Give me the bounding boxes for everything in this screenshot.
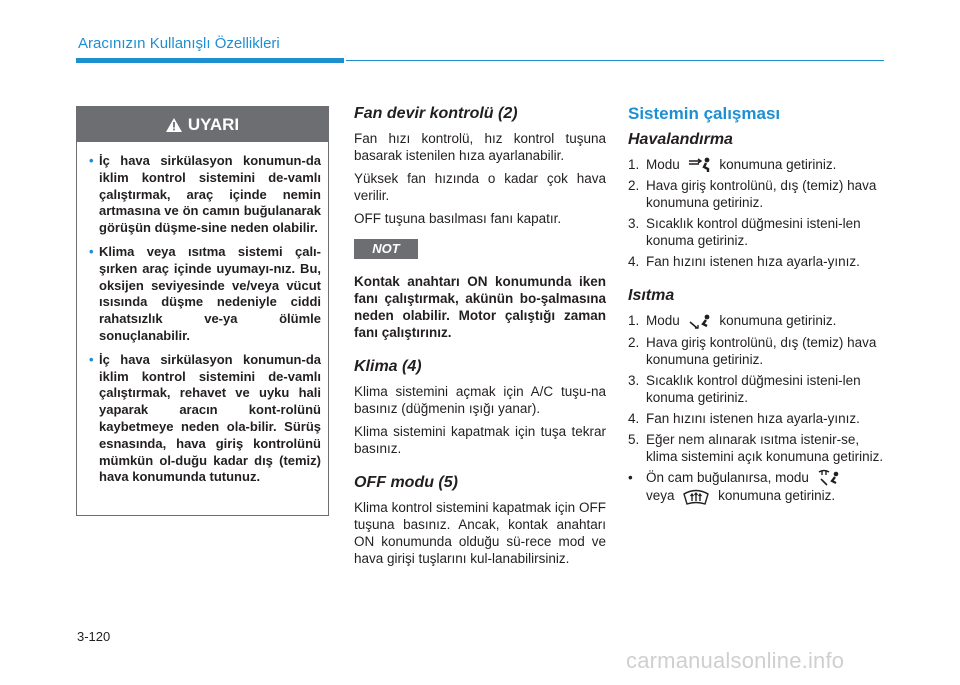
list-item: 3. Sıcaklık kontrol düğmesini isteni-len konuma getiriniz. [628,216,861,249]
warning-item: • İç hava sirkülasyon konumun-da iklim kontrol sistemini de-vamlı çalıştırmak, araç içinde nemin artmasına ve ön camın buğulanarak görüşün düşme-sine neden olabilir. [89,153,321,236]
ventilation-heading: Havalandırma [628,131,733,148]
header-rule-thin [346,60,884,61]
warning-title: UYARI [187,114,240,134]
klima-heading: Klima (4) [354,358,422,375]
warning-box [76,106,329,516]
warning-item: • Klima veya ısıtma sistemi çalı-şırken araç içinde uyumayı-nız. Bu, oksijen seviyesinde ve/veya vücut ısısında düşme nedeniyle ciddi rahatsızlık ve-ya ölümle sonuçlanabilir. [89,243,321,343]
page-number: 3-120 [77,629,111,644]
header-rule-thick [76,58,344,63]
fan-note: Kontak anahtarı ON konumunda iken fanı çalıştırmak, akünün bo-şalmasına neden olabilir. Motor çalıştığı zaman fanı çalıştırınız. [354,274,606,340]
list-item: 4. Fan hızını istenen hıza ayarla-yınız. [628,254,860,270]
defrost-mode-icon [681,488,711,506]
klima-paragraph: Klima sistemini açmak için A/C tuşu-na basınız (düğmenin ışığı yanar). [354,384,606,416]
off-paragraph: Klima kontrol sistemini kapatmak için OFF tuşuna basınız. Ancak, kontak anahtarı ON konumunda olduğu sü-rece mod ve hava girişi tuşlarını kul-lanabilirsiniz. [354,500,606,566]
floor-defrost-mode-icon [816,469,842,487]
floor-mode-icon [687,314,713,330]
list-item: 2. Hava giriş kontrolünü, dış (temiz) hava konumuna getiriniz. [628,178,877,211]
middle-column [354,104,606,573]
off-heading: OFF modu (5) [354,474,458,491]
list-item: 1. Modu konumuna getiriniz. [628,157,837,172]
klima-paragraph: Klima sistemini kapatmak için tuşa tekrar basınız. [354,424,606,456]
system-heading: Sistemin çalışması [628,104,781,123]
fan-paragraph: OFF tuşuna basılması fanı kapatır. [354,211,562,226]
fan-paragraph: Fan hızı kontrolü, hız kontrol tuşuna basarak istenilen hıza ayarlanabilir. [354,131,606,163]
warning-triangle-icon [166,118,182,132]
watermark: carmanualsonline.info [626,648,845,673]
list-item: 5. Eğer nem alınarak ısıtma istenir-se, klima sistemini açık konumuna getiriniz. [628,431,884,464]
heating-steps [628,312,885,505]
warning-list [77,142,328,486]
warning-header [77,107,328,142]
list-item: 2. Hava giriş kontrolünü, dış (temiz) hava konumuna getiriniz. [628,334,877,367]
list-item: 1. Modu konumuna getiriniz. [628,313,837,329]
warning-item: • İç hava sirkülasyon konumun-da iklim kontrol sistemini de-vamlı çalıştırmak, rehavet ve uyku hali yaparak aracın kont-rolünü kaybetmeye neden ola-bilir. Sürüş esnasında, hava giriş kontrolünü mümkün ol-duğu kadar dış (temiz) hava konumunda tutunuz. [89,351,321,485]
ventilation-steps [628,156,885,270]
right-column [628,104,885,510]
list-item: • Ön cam buğulanırsa, modu veya konumuna getiriniz. [628,469,885,506]
section-header-title: Aracınızın Kullanışlı Özellikleri [78,35,280,52]
list-item: 4. Fan hızını istenen hıza ayarla-yınız. [628,410,860,426]
face-vent-mode-icon [687,157,713,173]
heating-heading: Isıtma [628,287,675,305]
note-badge: NOT [354,239,418,259]
fan-heading: Fan devir kontrolü (2) [354,105,518,122]
fan-paragraph: Yüksek fan hızında o kadar çok hava verilir. [354,171,606,203]
list-item: 3. Sıcaklık kontrol düğmesini isteni-len konuma getiriniz. [628,372,861,405]
